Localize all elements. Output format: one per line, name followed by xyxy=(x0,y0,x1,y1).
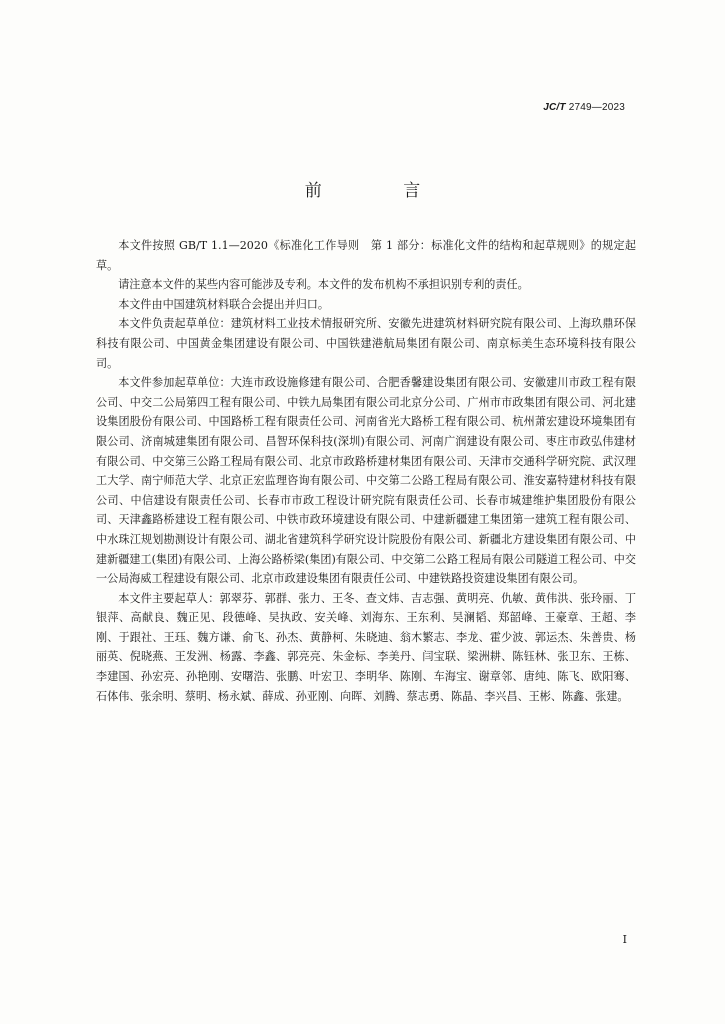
standard-code-number: 2749—2023 xyxy=(568,102,625,113)
paragraph-proposer: 本文件由中国建筑材料联合会提出并归口。 xyxy=(118,297,329,311)
standard-code-prefix: JC/T xyxy=(543,102,566,113)
standard-code xyxy=(543,102,625,113)
page-title: 前 言 xyxy=(304,181,459,201)
paragraph-participating-units: 本文件参加起草单位：大连市政设施修建有限公司、合肥香馨建设集团有限公司、安徽建川市政工程有限公司、中交二公局第四工程有限公司、中铁九局集团有限公司北京分公司、广州市市政集团有限公司、河北建设集团股份有限公司、中国路桥工程有限责任公司、河南省光大路桥工程有限公司、杭州萧宏建设环境集团有限公司、济南城建集团有限公司、昌智环保科技(深圳)有限公司、河南广润建设有限公司、枣庄市政弘伟建材有限公司、中交第三公路工程局有限公司、北京市政路桥建材集团有限公司、天津市交通科学研究院、武汉理工大学、南宁师范大学、北京正宏监理咨询有限公司、中交第二公路工程局有限公司、淮安嘉特建材科技有限公司、中信建设有限责任公司、长春市市政工程设计研究院有限责任公司、长春市城建维护集团股份有限公司、天津鑫路桥建设工程有限公司、中铁市政环境建设有限公司、中建新疆建工集团第一建筑工程有限公司、中水珠江规划勘测设计有限公司、湖北省建筑科学研究设计院股份有限公司、新疆北方建设集团有限公司、中建新疆建工(集团)有限公司、上海公路桥梁(集团)有限公司、中交第二公路工程局有限公司隧道工程公司、中交一公局海威工程建设有限公司、北京市政建设集团有限责任公司、中建铁路投资建设集团有限公司。 xyxy=(96,376,636,586)
page-number: I xyxy=(622,933,627,946)
foreword-body xyxy=(96,236,636,706)
paragraph-lead-drafters: 本文件负责起草单位：建筑材料工业技术情报研究所、安徽先进建筑材料研究院有限公司、上海玖鼎环保科技有限公司、中国黄金集团建设有限公司、中国铁建港航局集团有限公司、南京标美生态环境科技有限公司。 xyxy=(96,317,636,370)
paragraph-drafting-rules: 本文件按照 GB/T 1.1—2020《标准化工作导则 第 1 部分：标准化文件的结构和起草规则》的规定起草。 xyxy=(96,239,636,272)
paragraph-main-drafters: 本文件主要起草人：郭翠芬、郭群、张力、王冬、查文炜、吉志强、黄明亮、仇敏、黄伟洪、张玲丽、丁银萍、高献良、魏正见、段德峰、吴执政、安关峰、刘海东、王东利、吴澜韬、郑韶峰、王豪章、王超、李刚、于跟社、王珏、魏方谦、俞飞、孙杰、黄静柯、朱晓迪、翁木繁志、李龙、霍少波、郭运杰、朱善贵、杨丽英、倪晓燕、王发洲、杨露、李鑫、郭亮亮、朱金标、李美丹、闫宝联、梁洲耕、陈钰林、张卫东、王栋、李建国、孙宏亮、孙艳刚、安曙浩、张鹏、叶宏卫、李明华、陈刚、车海宝、谢章邻、唐纯、陈飞、欧阳骞、石体伟、张余明、蔡明、杨永斌、薛成、孙亚刚、向晖、刘腾、蔡志勇、陈晶、李兴昌、王彬、陈鑫、张建。 xyxy=(96,591,636,703)
paragraph-patent-notice: 请注意本文件的某些内容可能涉及专利。本文件的发布机构不承担识别专利的责任。 xyxy=(118,278,529,292)
